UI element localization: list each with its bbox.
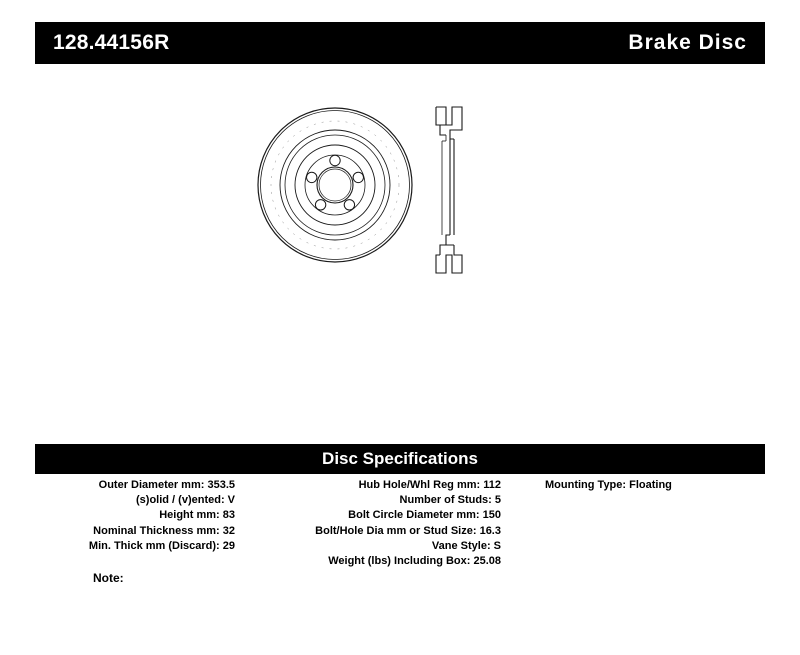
- brake-disc-technical-drawing: [250, 85, 550, 295]
- header-bar: [35, 22, 765, 64]
- drawing-area: [35, 75, 765, 415]
- spec-column-left: [35, 478, 235, 554]
- spec-column-middle: [251, 478, 501, 569]
- brake-rotor-face-view: [258, 108, 412, 262]
- spec-number-of-studs: Number of Studs: 5: [399, 494, 501, 507]
- spec-bolt-hole-dia: Bolt/Hole Dia mm or Stud Size: 16.3: [315, 524, 501, 537]
- spec-mounting-type: Mounting Type: Floating: [545, 479, 672, 491]
- spec-weight: Weight (lbs) Including Box: 25.08: [328, 555, 501, 568]
- spec-hub-hole: Hub Hole/Whl Reg mm: 112: [358, 479, 501, 491]
- spec-min-thickness: Min. Thick mm (Discard): 29: [88, 539, 235, 552]
- spec-title-bar: [35, 444, 765, 474]
- part-number: 128.44156R: [53, 31, 170, 54]
- spec-vane-style: Vane Style: S: [431, 539, 501, 552]
- spec-outer-diameter: Outer Diameter mm: 353.5: [98, 479, 235, 491]
- spec-solid-vented: (s)olid / (v)ented: V: [136, 494, 235, 507]
- note-label: Note:: [93, 571, 124, 585]
- spec-nominal-thickness: Nominal Thickness mm: 32: [93, 524, 235, 537]
- spec-column-right: [545, 478, 765, 493]
- product-type: Brake Disc: [628, 31, 747, 54]
- note-row: [35, 571, 435, 585]
- brake-rotor-cross-section: [436, 107, 462, 273]
- spec-bolt-circle-diameter: Bolt Circle Diameter mm: 150: [348, 509, 501, 522]
- spec-title: Disc Specifications: [322, 449, 478, 468]
- spec-height: Height mm: 83: [159, 509, 235, 522]
